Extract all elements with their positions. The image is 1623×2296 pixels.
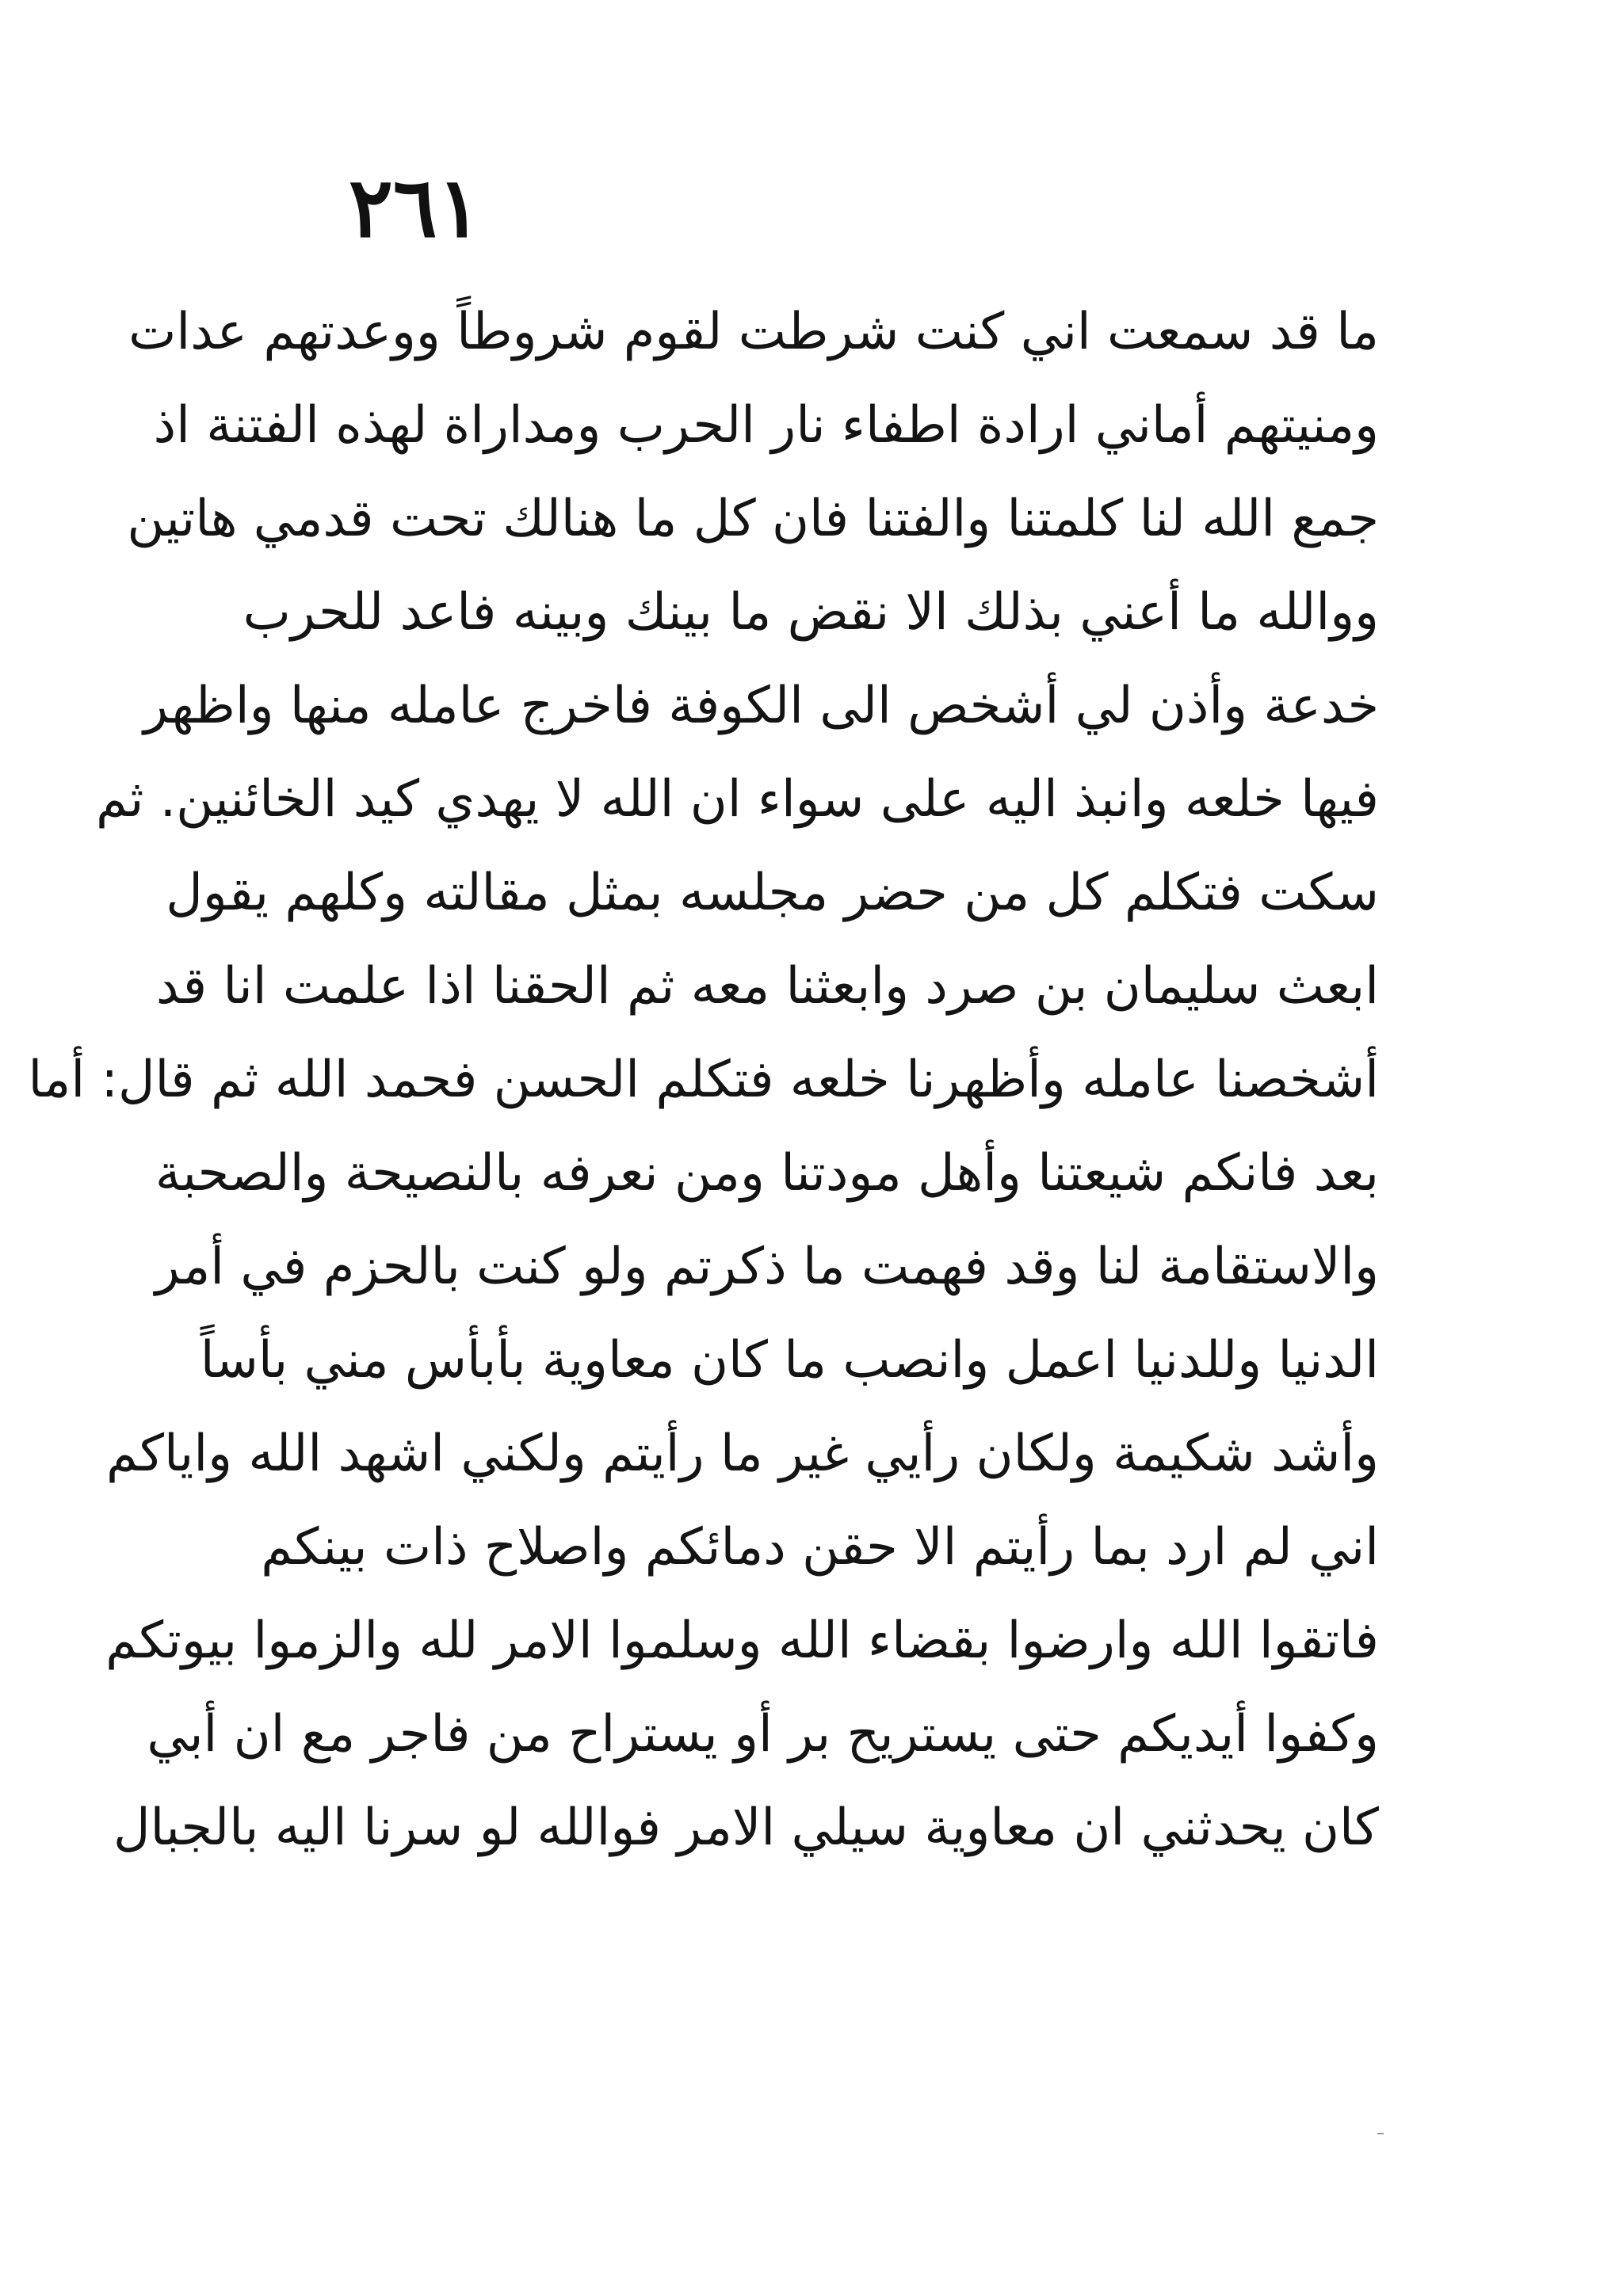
text-line: فاتقوا الله وارضوا بقضاء الله وسلموا الامر لله والزموا بيوتكم (105, 1611, 1379, 1670)
text-line: كان يحدثني ان معاوية سيلي الامر فوالله لو سرنا اليه بالجبال (113, 1798, 1379, 1857)
text-line: ومنيتهم أماني ارادة اطفاء نار الحرب ومداراة لهذه الفتنة اذ (153, 396, 1379, 455)
text-line: الدنيا وللدنيا اعمل وانصب ما كان معاوية بأبأس مني بأساً (200, 1331, 1379, 1390)
text-line: والاستقامة لنا وقد فهمت ما ذكرتم ولو كنت بالحزم في أمر (155, 1238, 1379, 1296)
text-line: بعد فانكم شيعتنا وأهل مودتنا ومن نعرفه بالنصيحة والصحبة (155, 1144, 1379, 1203)
text-line: فيها خلعه وانبذ اليه على سواء ان الله لا يهدي كيد الخائنين. ثم (96, 770, 1379, 829)
body-text (28, 285, 1379, 1875)
text-line: ووالله ما أعني بذلك الا نقض ما بينك وبينه فاعد للحرب (242, 583, 1379, 642)
text-line: وكفوا أيديكم حتى يستريح بر أو يستراح من فاجر مع ان أبي (147, 1705, 1379, 1764)
text-line: وأشد شكيمة ولكان رأيي غير ما رأيتم ولكني اشهد الله واياكم (105, 1425, 1379, 1483)
text-line: ما قد سمعت اني كنت شرطت لقوم شروطاً ووعدتهم عدات (128, 303, 1379, 361)
text-line: أشخصنا عامله وأظهرنا خلعه فتكلم الحسن فحمد الله ثم قال: أما (28, 1051, 1379, 1109)
text-line: خدعة وأذن لي أشخص الى الكوفة فاخرج عامله منها واظهر (143, 677, 1379, 735)
text-line: ابعث سليمان بن صرد وابعثنا معه ثم الحقنا اذا علمت انا قد (155, 957, 1379, 1016)
text-line: سكت فتكلم كل من حضر مجلسه بمثل مقالته وكلهم يقول (166, 864, 1379, 922)
scan-speck (1377, 2133, 1384, 2134)
page-number: ٢٦١ (349, 158, 482, 256)
text-line: اني لم ارد بما رأيتم الا حقن دمائكم واصلاح ذات بينكم (261, 1518, 1379, 1577)
text-line: جمع الله لنا كلمتنا والفتنا فان كل ما هنالك تحت قدمي هاتين (127, 490, 1379, 548)
